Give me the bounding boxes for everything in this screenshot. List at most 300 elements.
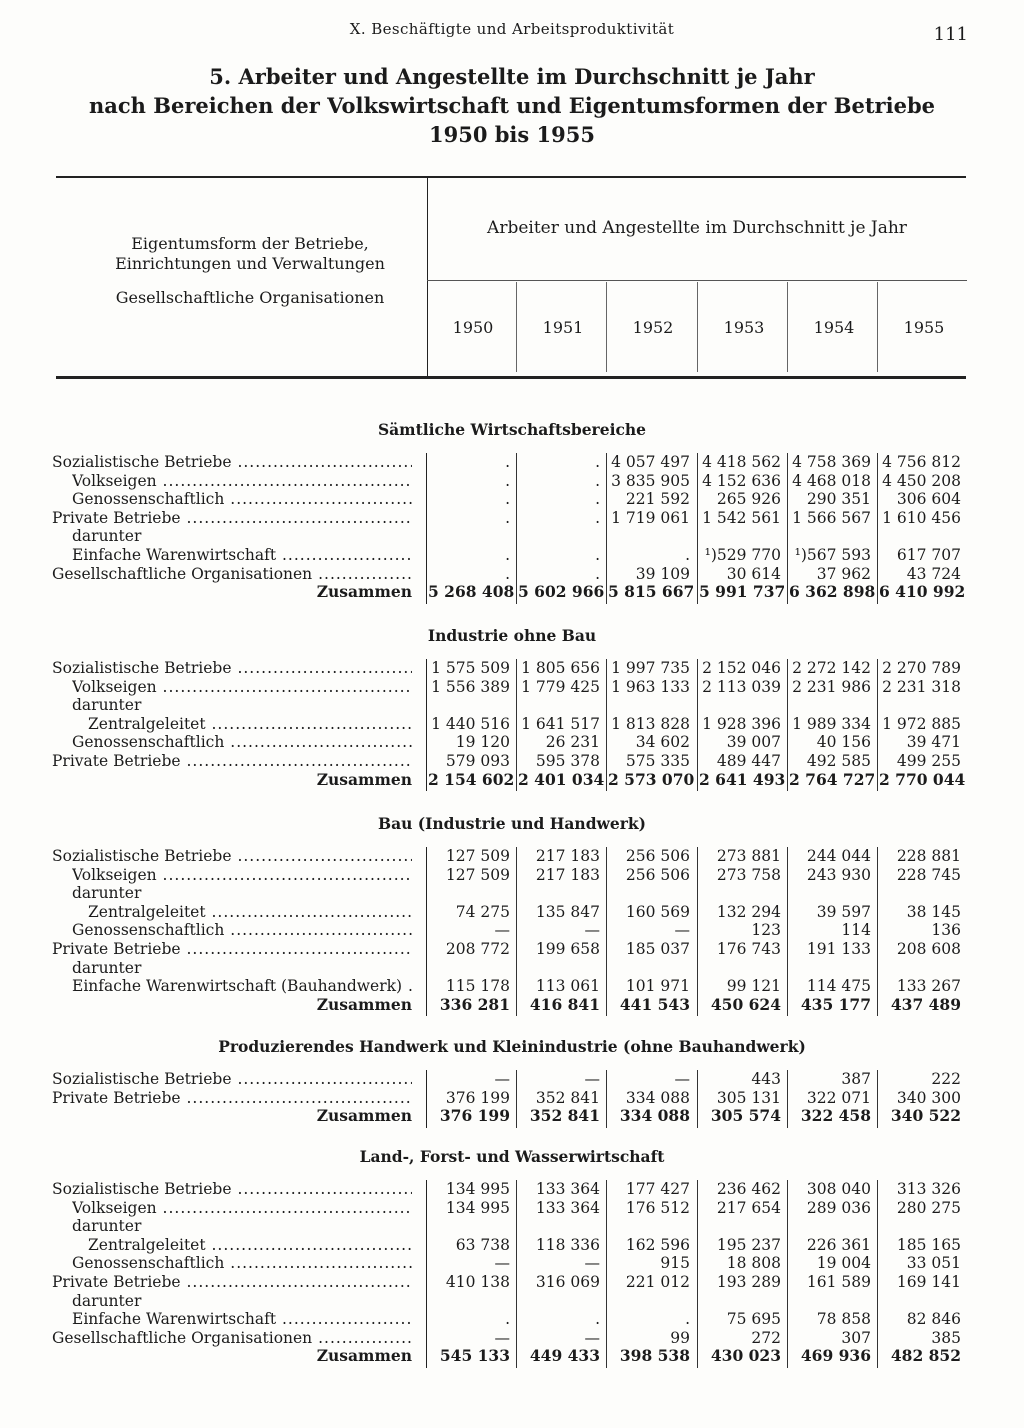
cell-1955: 4 756 812 (882, 453, 961, 471)
cell-1955: 340 300 (896, 1088, 961, 1107)
cell-1952: 5 815 667 (608, 582, 695, 602)
cell-1954: 435 177 (800, 994, 871, 1014)
cell-1950: . (505, 564, 510, 583)
cell-1951: 133 364 (535, 1180, 600, 1198)
cell-1950: 1 556 389 (431, 677, 510, 696)
cell-1955: 2 231 318 (882, 677, 961, 696)
cell-1955: 1 610 456 (882, 508, 961, 527)
section-title: Bau (Industrie und Handwerk) (378, 814, 646, 833)
table-row (0, 1180, 1024, 1199)
cell-1950 (428, 1217, 510, 1236)
cell-1953: 1 542 561 (702, 508, 781, 527)
cell-1954: 1 566 567 (792, 508, 871, 527)
cell-1951: 1 779 425 (521, 677, 600, 696)
table-row (0, 509, 1024, 528)
cell-1951: 26 231 (545, 733, 600, 752)
cell-1955: 313 326 (896, 1180, 961, 1198)
table-row (0, 1254, 1024, 1273)
cell-1953: 2 641 493 (699, 769, 786, 789)
cell-1951 (518, 696, 600, 715)
table-row (0, 678, 1024, 697)
cell-1955: 136 (931, 921, 961, 940)
cell-1951: . (595, 1310, 600, 1329)
table-row (0, 527, 1024, 546)
cell-1954: 37 962 (816, 564, 871, 583)
cell-1950: 1 440 516 (431, 714, 510, 733)
cell-1953: 123 (751, 921, 781, 940)
table-row (0, 565, 1024, 584)
cell-1950 (428, 959, 510, 978)
cell-1951: 352 841 (535, 1088, 600, 1107)
table-row (0, 903, 1024, 922)
cell-1953: 132 294 (716, 902, 781, 921)
cell-1955: 6 410 992 (879, 582, 966, 602)
cell-1950: 1 575 509 (431, 659, 510, 677)
cell-1955: 228 745 (896, 865, 961, 884)
cell-1952: 1 813 828 (611, 714, 690, 733)
cell-1950: 127 509 (445, 865, 510, 884)
cell-1954: 4 758 369 (792, 453, 871, 471)
cell-1950: . (505, 490, 510, 509)
cell-1950: 63 738 (455, 1235, 510, 1254)
cell-1952: . (685, 545, 690, 564)
year-heading-1950: 1950 (452, 318, 494, 337)
cell-1950: 376 199 (439, 1106, 510, 1126)
year-column-rule (516, 282, 517, 372)
cell-1951 (518, 527, 600, 546)
row-label: Einfache Warenwirtschaft ..... (72, 546, 412, 565)
stub-heading (80, 234, 420, 308)
table-row (0, 1199, 1024, 1218)
cell-1954: 19 004 (816, 1254, 871, 1273)
cell-1951: . (595, 508, 600, 527)
cell-1955: 499 255 (896, 751, 961, 770)
cell-1950: 127 509 (445, 847, 510, 865)
cell-1950 (428, 884, 510, 903)
cell-1950: . (505, 471, 510, 490)
cell-1951: . (595, 545, 600, 564)
cell-1951: — (584, 1070, 600, 1088)
cell-1955: 39 471 (906, 733, 961, 752)
table-row (0, 1273, 1024, 1292)
cell-1954: 322 458 (800, 1106, 871, 1126)
year-column-rule (606, 282, 607, 372)
row-label: Sozialistische Betriebe ..... (52, 453, 412, 472)
cell-1952: 575 335 (625, 751, 690, 770)
cell-1952: 2 573 070 (608, 769, 695, 789)
cell-1950: . (505, 545, 510, 564)
table-row (0, 847, 1024, 866)
cell-1955 (879, 1292, 961, 1311)
cell-1952 (608, 884, 690, 903)
cell-1955: 306 604 (896, 490, 961, 509)
cell-1955: 208 608 (896, 939, 961, 958)
cell-1953: 30 614 (726, 564, 781, 583)
table-row (0, 752, 1024, 771)
cell-1951: . (595, 471, 600, 490)
cell-1952: 4 057 497 (611, 453, 690, 471)
cell-1952: 101 971 (625, 977, 690, 996)
cell-1954: 191 133 (806, 939, 871, 958)
cell-1953 (699, 959, 781, 978)
cell-1952: 441 543 (619, 994, 690, 1014)
cell-1954: 244 044 (806, 847, 871, 865)
table-row (0, 1217, 1024, 1236)
cell-1953: 305 574 (710, 1106, 781, 1126)
row-label: darunter (72, 527, 142, 546)
cell-1954: 290 351 (806, 490, 871, 509)
cell-1952 (608, 527, 690, 546)
cell-1954: 161 589 (806, 1272, 871, 1291)
cell-1955: 228 881 (896, 847, 961, 865)
cell-1954: 469 936 (800, 1346, 871, 1366)
row-label: Gesellschaftliche Organisationen ..... (52, 565, 412, 584)
cell-1953 (699, 696, 781, 715)
year-column-rule (787, 282, 788, 372)
cell-1950: 208 772 (445, 939, 510, 958)
cell-1950: 19 120 (455, 733, 510, 752)
row-label: Gesellschaftliche Organisationen ..... (52, 1329, 412, 1348)
cell-1952 (608, 1217, 690, 1236)
cell-1953: 195 237 (716, 1235, 781, 1254)
cell-1955: 1 972 885 (882, 714, 961, 733)
cell-1951: 1 641 517 (521, 714, 600, 733)
cell-1953: 99 121 (726, 977, 781, 996)
cell-1951 (518, 959, 600, 978)
cell-1952 (608, 959, 690, 978)
total-row (0, 996, 1024, 1015)
table-row (0, 472, 1024, 491)
cell-1951: — (584, 921, 600, 940)
cell-1955: 82 846 (906, 1310, 961, 1329)
cell-1952: 3 835 905 (611, 471, 690, 490)
row-label: Zentralgeleitet ..... (88, 903, 412, 922)
cell-1955: 43 724 (906, 564, 961, 583)
cell-1954: 308 040 (806, 1180, 871, 1198)
cell-1952: . (685, 1310, 690, 1329)
row-label: Genossenschaftlich ..... (72, 490, 412, 509)
cell-1954: 307 (841, 1328, 871, 1347)
table-row (0, 490, 1024, 509)
total-row (0, 1347, 1024, 1366)
cell-1950: 115 178 (445, 977, 510, 996)
cell-1954: 243 930 (806, 865, 871, 884)
cell-1952 (608, 696, 690, 715)
cell-1952: 177 427 (625, 1180, 690, 1198)
cell-1951 (518, 1292, 600, 1311)
header-stub-divider (427, 176, 428, 376)
cell-1952: — (674, 1070, 690, 1088)
cell-1952: 334 088 (619, 1106, 690, 1126)
cell-1950: 134 995 (445, 1198, 510, 1217)
row-label: Volkseigen ..... (72, 1199, 412, 1218)
year-heading-1951: 1951 (542, 318, 584, 337)
cell-1955 (879, 884, 961, 903)
cell-1952: 162 596 (625, 1235, 690, 1254)
cell-1953: 305 131 (716, 1088, 781, 1107)
running-head: X. Beschäftigte und Arbeitsproduktivität (349, 20, 675, 38)
row-label: Zentralgeleitet ..... (88, 1236, 412, 1255)
cell-1953: 75 695 (726, 1310, 781, 1329)
cell-1954: 2 764 727 (789, 769, 876, 789)
title-line-1: 5. Arbeiter und Angestellte im Durchschnitt je Jahr (209, 64, 815, 89)
total-row (0, 771, 1024, 790)
cell-1954: 78 858 (816, 1310, 871, 1329)
cell-1952: 221 592 (625, 490, 690, 509)
row-label: Zusammen (316, 770, 412, 789)
cell-1953: 2 152 046 (702, 659, 781, 677)
row-label: Private Betriebe ..... (52, 752, 412, 771)
cell-1954: 4 468 018 (792, 471, 871, 490)
cell-1952: 34 602 (635, 733, 690, 752)
row-label: darunter (72, 1291, 142, 1310)
cell-1951: 595 378 (535, 751, 600, 770)
cell-1953: 272 (751, 1328, 781, 1347)
cell-1951: 118 336 (535, 1235, 600, 1254)
cell-1951: 199 658 (535, 939, 600, 958)
cell-1951: 416 841 (529, 994, 600, 1014)
table-row (0, 940, 1024, 959)
cell-1954: 114 475 (806, 977, 871, 996)
cell-1952: 185 037 (625, 939, 690, 958)
cell-1950 (428, 1292, 510, 1311)
cell-1955: 38 145 (906, 902, 961, 921)
cell-1951: 449 433 (529, 1346, 600, 1366)
cell-1953: 273 881 (716, 847, 781, 865)
cell-1955 (879, 1217, 961, 1236)
year-heading-1955: 1955 (903, 318, 945, 337)
row-label: Volkseigen ..... (72, 678, 412, 697)
row-label: darunter (72, 696, 142, 715)
table-row (0, 1089, 1024, 1108)
table-title (0, 62, 1024, 149)
cell-1955: 437 489 (890, 994, 961, 1014)
cell-1955: 385 (931, 1328, 961, 1347)
cell-1950: . (505, 508, 510, 527)
row-label: Sozialistische Betriebe ..... (52, 659, 412, 678)
cell-1951: 2 401 034 (518, 769, 605, 789)
row-label: darunter (72, 1217, 142, 1236)
header-spanner-rule (427, 280, 967, 281)
cell-1954 (789, 959, 871, 978)
cell-1952: 334 088 (625, 1088, 690, 1107)
cell-1955: 482 852 (890, 1346, 961, 1366)
row-label: Zusammen (316, 1107, 412, 1126)
row-label: Private Betriebe ..... (52, 1089, 412, 1108)
cell-1951: . (595, 490, 600, 509)
cell-1954: 6 362 898 (789, 582, 876, 602)
cell-1950: 134 995 (445, 1180, 510, 1198)
cell-1954: 387 (841, 1070, 871, 1088)
cell-1954 (789, 884, 871, 903)
cell-1950: — (494, 1254, 510, 1273)
cell-1954: 114 (841, 921, 871, 940)
cell-1954 (789, 696, 871, 715)
section-title: Sämtliche Wirtschaftsbereiche (377, 420, 647, 439)
cell-1953 (699, 884, 781, 903)
total-row (0, 583, 1024, 602)
cell-1952: 1 963 133 (611, 677, 690, 696)
cell-1950: 579 093 (445, 751, 510, 770)
row-label: Zusammen (316, 995, 412, 1014)
page-number: 111 (933, 24, 968, 45)
row-label: Zusammen (316, 1347, 412, 1366)
cell-1953: 1 928 396 (702, 714, 781, 733)
table-row (0, 884, 1024, 903)
cell-1951: 217 183 (535, 865, 600, 884)
cell-1954: 322 071 (806, 1088, 871, 1107)
cell-1950: — (494, 1070, 510, 1088)
cell-1953: 450 624 (710, 994, 781, 1014)
cell-1952: 176 512 (625, 1198, 690, 1217)
table-row (0, 546, 1024, 565)
cell-1955: 280 275 (896, 1198, 961, 1217)
table-row (0, 1236, 1024, 1255)
cell-1952: 99 (670, 1328, 690, 1347)
table-row (0, 977, 1024, 996)
table-row (0, 866, 1024, 885)
year-heading-1953: 1953 (723, 318, 765, 337)
year-column-rule (697, 282, 698, 372)
table-row (0, 1310, 1024, 1329)
header-rule-top (56, 176, 966, 178)
cell-1953: 176 743 (716, 939, 781, 958)
cell-1950: . (505, 1310, 510, 1329)
cell-1955 (879, 696, 961, 715)
cell-1952: 39 109 (635, 564, 690, 583)
cell-1953: 193 289 (716, 1272, 781, 1291)
cell-1955 (879, 527, 961, 546)
section-title: Industrie ohne Bau (427, 626, 597, 645)
cell-1950: 2 154 602 (428, 769, 515, 789)
cell-1950 (428, 527, 510, 546)
cell-1952: 915 (660, 1254, 690, 1273)
cell-1955: 340 522 (890, 1106, 961, 1126)
cell-1950: 410 138 (445, 1272, 510, 1291)
spanner-heading: Arbeiter und Angestellte im Durchschnitt je Jahr (487, 218, 907, 238)
cell-1955: 33 051 (906, 1254, 961, 1273)
cell-1953: 236 462 (716, 1180, 781, 1198)
table-row (0, 696, 1024, 715)
title-line-2: nach Bereichen der Volkswirtschaft und Eigentumsformen der Betriebe (88, 93, 936, 118)
cell-1954: 492 585 (806, 751, 871, 770)
row-label: Einfache Warenwirtschaft ..... (72, 1310, 412, 1329)
cell-1953 (699, 527, 781, 546)
cell-1951 (518, 1217, 600, 1236)
title-line-3: 1950 bis 1955 (428, 122, 595, 147)
table-row (0, 659, 1024, 678)
row-label: darunter (72, 884, 142, 903)
cell-1953: 5 991 737 (699, 582, 786, 602)
row-label: Genossenschaftlich ..... (72, 733, 412, 752)
cell-1955: 185 165 (896, 1235, 961, 1254)
cell-1952: 256 506 (625, 847, 690, 865)
total-row (0, 1107, 1024, 1126)
cell-1955: 169 141 (896, 1272, 961, 1291)
row-label: Private Betriebe ..... (52, 940, 412, 959)
cell-1953: 273 758 (716, 865, 781, 884)
row-label: Genossenschaftlich ..... (72, 921, 412, 940)
stub-heading-line-1: Eigentumsform der Betriebe, (131, 234, 369, 253)
cell-1955: 133 267 (896, 977, 961, 996)
table-row (0, 715, 1024, 734)
stub-heading-line-2: Einrichtungen und Verwaltungen (115, 254, 385, 273)
cell-1951: 316 069 (535, 1272, 600, 1291)
year-heading-1954: 1954 (813, 318, 855, 337)
cell-1952: 398 538 (619, 1346, 690, 1366)
cell-1953 (699, 1217, 781, 1236)
cell-1952: 1 997 735 (611, 659, 690, 677)
row-label: Volkseigen ..... (72, 472, 412, 491)
cell-1954: 226 361 (806, 1235, 871, 1254)
row-label: Genossenschaftlich ..... (72, 1254, 412, 1273)
row-label: Private Betriebe ..... (52, 1273, 412, 1292)
cell-1951: 217 183 (535, 847, 600, 865)
cell-1951: . (595, 453, 600, 471)
row-label: Sozialistische Betriebe ..... (52, 1180, 412, 1199)
cell-1954: ¹)567 593 (794, 545, 871, 564)
cell-1951: — (584, 1328, 600, 1347)
table-row (0, 921, 1024, 940)
stub-heading-line-3: Gesellschaftliche Organisationen (115, 288, 385, 307)
cell-1950: . (505, 453, 510, 471)
cell-1954: 2 272 142 (792, 659, 871, 677)
cell-1952: 256 506 (625, 865, 690, 884)
cell-1952: — (674, 921, 690, 940)
cell-1953: 443 (751, 1070, 781, 1088)
cell-1955: 2 770 044 (879, 769, 966, 789)
cell-1951: 133 364 (535, 1198, 600, 1217)
cell-1951: 113 061 (535, 977, 600, 996)
cell-1952: 160 569 (625, 902, 690, 921)
cell-1955 (879, 959, 961, 978)
cell-1951: — (584, 1254, 600, 1273)
cell-1953: 4 418 562 (702, 453, 781, 471)
cell-1954 (789, 1292, 871, 1311)
table-row (0, 1070, 1024, 1089)
table-row (0, 1329, 1024, 1348)
cell-1950: 376 199 (445, 1088, 510, 1107)
table-row (0, 453, 1024, 472)
cell-1954 (789, 527, 871, 546)
cell-1951: 1 805 656 (521, 659, 600, 677)
row-label: Sozialistische Betriebe ..... (52, 847, 412, 866)
cell-1950 (428, 696, 510, 715)
cell-1952: 1 719 061 (611, 508, 690, 527)
cell-1950: 5 268 408 (428, 582, 515, 602)
cell-1950: — (494, 921, 510, 940)
cell-1953: 2 113 039 (702, 677, 781, 696)
cell-1954: 289 036 (806, 1198, 871, 1217)
row-label: Zentralgeleitet ..... (88, 715, 412, 734)
table-row (0, 959, 1024, 978)
year-column-rule (877, 282, 878, 372)
cell-1951: 135 847 (535, 902, 600, 921)
cell-1954: 1 989 334 (792, 714, 871, 733)
row-label: Sozialistische Betriebe ..... (52, 1070, 412, 1089)
section-title: Land-, Forst- und Wasserwirtschaft (359, 1147, 665, 1166)
cell-1952: 221 012 (625, 1272, 690, 1291)
table-row (0, 733, 1024, 752)
row-label: Zusammen (316, 583, 412, 602)
cell-1952 (608, 1292, 690, 1311)
cell-1954: 40 156 (816, 733, 871, 752)
cell-1953: 39 007 (726, 733, 781, 752)
row-label: darunter (72, 958, 142, 977)
table-row (0, 1292, 1024, 1311)
cell-1951: 352 841 (529, 1106, 600, 1126)
year-heading-1952: 1952 (632, 318, 674, 337)
